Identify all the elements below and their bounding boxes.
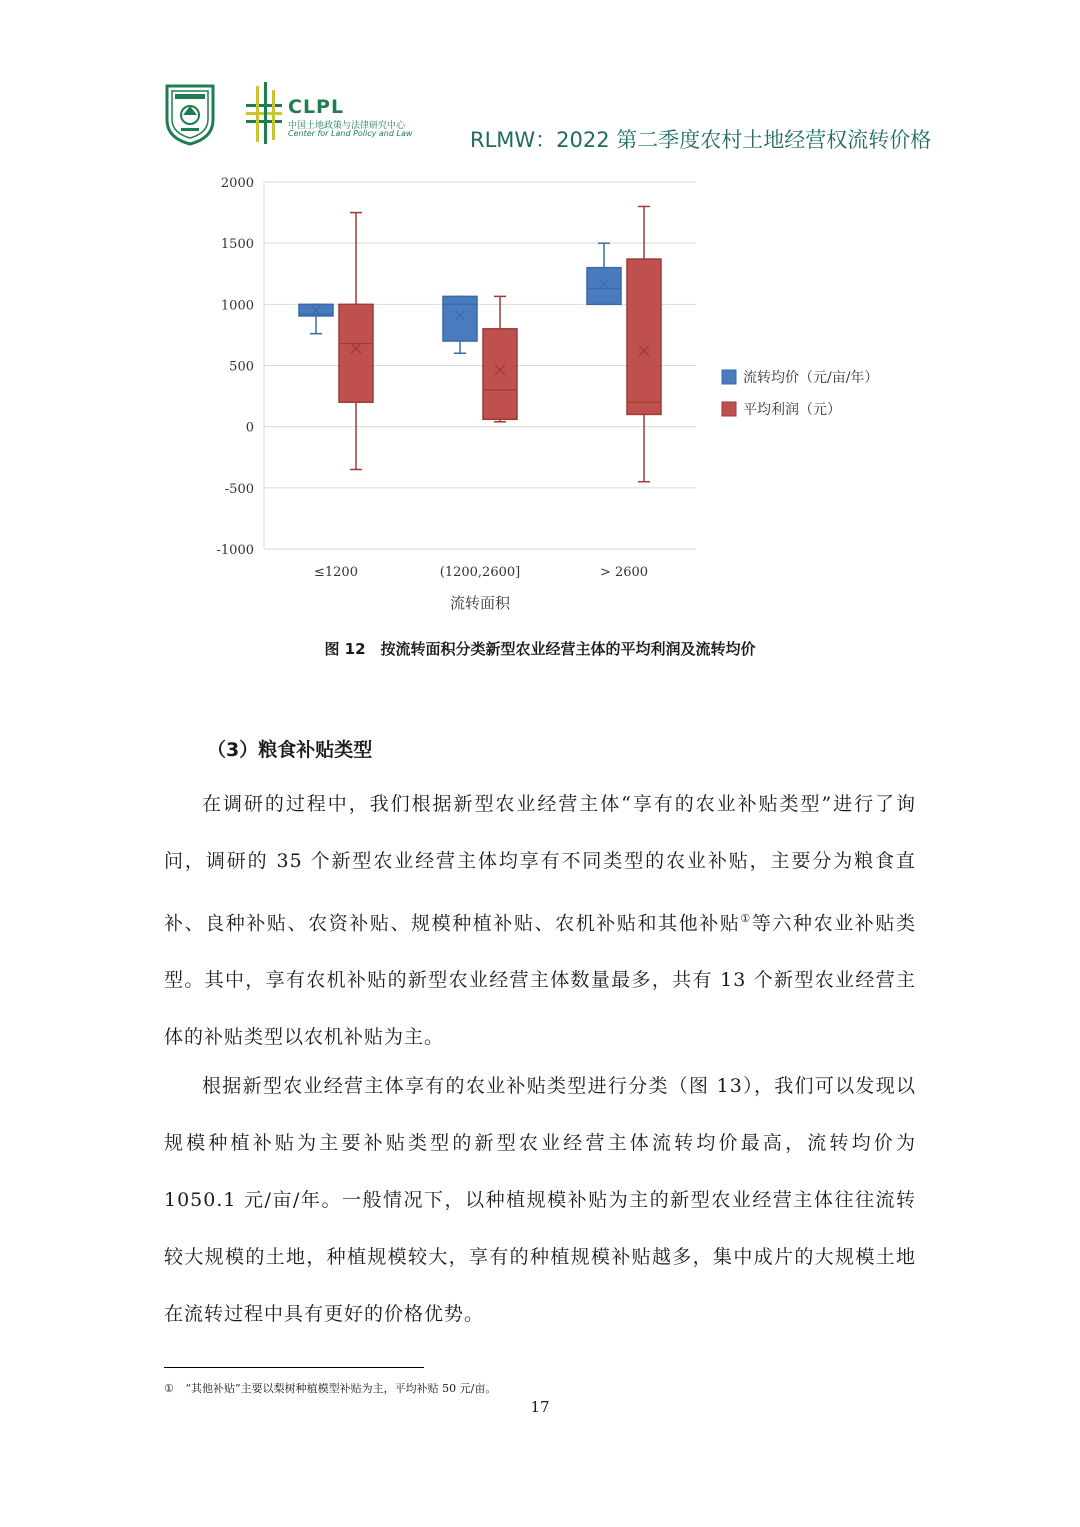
x-tick-label: > 2600 bbox=[599, 565, 649, 580]
paragraph-1-text-a: 在调研的过程中，我们根据新型农业经营主体“享有的农业补贴类型”进行了询问，调研的 35 个新型农业经营主体均享有不同类型的农业补贴，主要分为粮食直补、良种补贴、农资补贴、规模种植补贴、农机补贴和其他补贴 bbox=[164, 793, 916, 935]
x-tick-label: ≤1200 bbox=[314, 565, 358, 580]
legend-swatch bbox=[722, 402, 736, 416]
footnote bbox=[164, 1380, 496, 1396]
y-tick-label: 500 bbox=[229, 359, 254, 375]
university-logo bbox=[163, 82, 217, 146]
y-tick-label: 1000 bbox=[220, 298, 254, 314]
y-tick-label: -500 bbox=[224, 481, 254, 497]
y-tick-label: 0 bbox=[245, 420, 254, 436]
box-profit bbox=[339, 213, 373, 470]
x-axis-label: 流转面积 bbox=[449, 594, 511, 612]
footnote-ref: ① bbox=[740, 912, 752, 925]
legend-label: 流转均价（元/亩/年） bbox=[743, 370, 879, 386]
box-profit bbox=[627, 206, 661, 481]
x-tick-label: (1200,2600] bbox=[439, 565, 521, 580]
box-price bbox=[443, 296, 477, 353]
paragraph-1-text-b: 等六种农业补贴类型。其中，享有农机补贴的新型农业经营主体数量最多，共有 13 个新型农业经营主体的补贴类型以农机补贴为主。 bbox=[164, 912, 916, 1049]
header-title: RLMW：2022 第二季度农村土地经营权流转价格 bbox=[470, 128, 932, 152]
legend-swatch bbox=[722, 370, 736, 384]
box-profit bbox=[483, 296, 517, 421]
box-body bbox=[339, 304, 373, 402]
box-body bbox=[627, 259, 661, 414]
footnote-mark: ① bbox=[164, 1382, 174, 1395]
y-tick-label: 2000 bbox=[220, 176, 254, 191]
y-tick-label: -1000 bbox=[216, 543, 254, 558]
paragraph-1 bbox=[164, 776, 916, 1066]
paragraph-2 bbox=[164, 1058, 916, 1343]
footnote-text: “其他补贴”主要以梨树种植模型补贴为主，平均补贴 50 元/亩。 bbox=[185, 1382, 497, 1395]
section-heading: （3）粮食补贴类型 bbox=[207, 739, 373, 761]
box-body bbox=[587, 268, 621, 305]
page-number: 17 bbox=[530, 1398, 550, 1416]
y-tick-label: 1500 bbox=[220, 237, 254, 253]
boxplot-chart bbox=[210, 168, 900, 623]
box-body bbox=[483, 329, 517, 420]
figure-caption: 图 12 按流转面积分类新型农业经营主体的平均利润及流转均价 bbox=[324, 640, 756, 658]
clpl-logo-en: Center for Land Policy and Law bbox=[288, 129, 413, 138]
clpl-logo-name: CLPL bbox=[288, 96, 345, 118]
box-body bbox=[443, 296, 477, 341]
legend-label: 平均利润（元） bbox=[743, 402, 841, 418]
footnote-divider bbox=[164, 1367, 424, 1368]
paragraph-2-text: 根据新型农业经营主体享有的农业补贴类型进行分类（图 13），我们可以发现以规模种植补贴为主要补贴类型的新型农业经营主体流转均价最高，流转均价为 1050.1 元/亩/年。一般情况下，以种植规模补贴为主的新型农业经营主体往往流转较大规模的土地，种植规模较大，享有的种植规模补贴越多，集中成片的大规模土地在流转过程中具有更好的价格优势。 bbox=[164, 1075, 916, 1325]
box-price bbox=[299, 304, 333, 333]
box-price bbox=[587, 243, 621, 304]
clpl-logo-cn: 中国土地政策与法律研究中心 bbox=[288, 121, 406, 131]
